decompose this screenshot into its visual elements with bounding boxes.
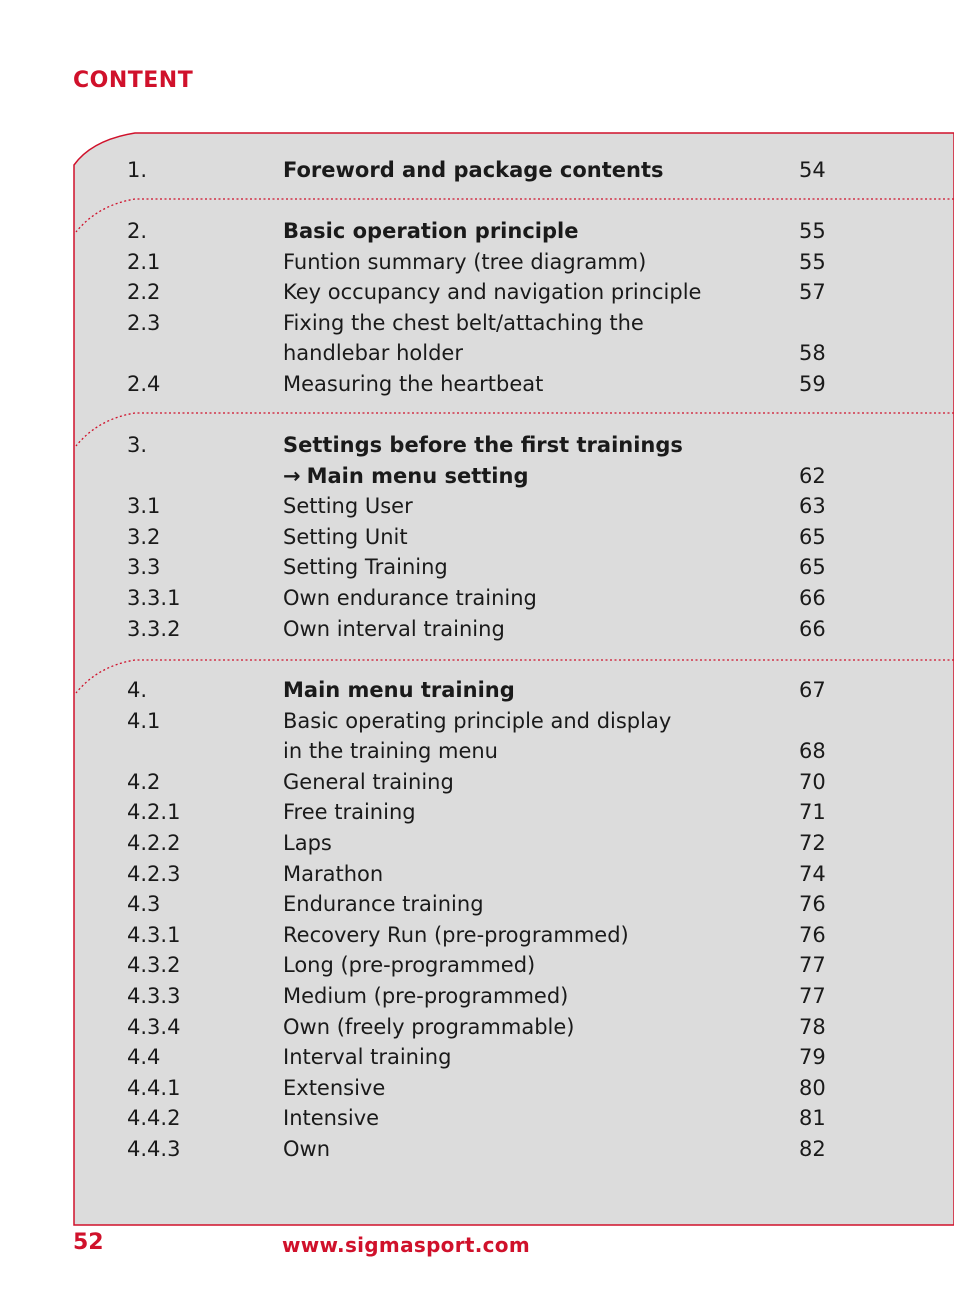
toc-entry-title-text: Endurance training (283, 892, 484, 917)
toc-entry[interactable] (0, 522, 954, 552)
toc-entry-title (283, 369, 543, 399)
toc-entry-title (283, 1134, 330, 1164)
toc-entry-number: 4.1 (127, 708, 161, 733)
toc-entry-number: 2.2 (127, 280, 161, 305)
toc-entry[interactable] (0, 338, 954, 368)
toc-entry[interactable] (0, 767, 954, 797)
toc-entry-title (283, 859, 383, 889)
toc-entry[interactable] (0, 1103, 954, 1133)
toc-entry-title-text: Funtion summary (tree diagramm) (283, 249, 647, 274)
toc-entry[interactable] (0, 706, 954, 736)
toc-entry-page: 59 (799, 372, 826, 396)
toc-entry-number: 3.3.2 (127, 616, 181, 641)
toc-entry-title-text: Own (283, 1137, 331, 1161)
toc-entry-title (283, 706, 671, 736)
toc-entry-title (283, 308, 644, 338)
toc-entry-page: 68 (799, 739, 826, 764)
toc-entry-number: 3.3.1 (127, 586, 181, 610)
toc-entry-title-text: Foreword and package contents (283, 158, 664, 182)
toc-entry-title-text: Fixing the chest belt/attaching the (283, 310, 644, 335)
toc-entry-title (283, 767, 454, 797)
toc-entry-page: 77 (799, 953, 826, 978)
toc-entry-number: 2.4 (127, 372, 161, 396)
toc-entry-number: 4.3.1 (127, 922, 181, 947)
toc-entry-title (283, 797, 416, 827)
toc-entry-title (283, 828, 332, 858)
toc-entry-number: 2.3 (127, 310, 161, 335)
toc-entry-number: 4. (127, 678, 148, 702)
toc-entry-number: 3.1 (127, 494, 161, 519)
toc-entry-title-text: Main menu setting (306, 463, 529, 488)
toc-entry-number: 4.4.1 (127, 1075, 181, 1100)
toc-entry-page: 80 (799, 1075, 826, 1100)
toc-entry[interactable] (0, 675, 954, 705)
toc-entry[interactable] (0, 797, 954, 827)
toc-entry[interactable] (0, 247, 954, 277)
page-heading: CONTENT (73, 68, 194, 93)
toc-entry[interactable] (0, 583, 954, 613)
toc-entry-title-text: handlebar holder (283, 341, 463, 366)
toc-entry-number: 3.3 (127, 555, 161, 580)
toc-entry-title (283, 920, 629, 950)
toc-entry-title (283, 247, 646, 277)
toc-entry-title-text: Setting Training (283, 555, 448, 580)
toc-entry-title (283, 583, 537, 613)
toc-entry-title-text: Laps (283, 831, 332, 855)
toc-entry-title-text: Recovery Run (pre-programmed) (283, 922, 629, 947)
toc-entry-title-text: Basic operation principle (283, 219, 579, 243)
toc-entry-title (283, 1073, 385, 1103)
toc-entry[interactable] (0, 1042, 954, 1072)
page-number: 52 (73, 1230, 104, 1255)
toc-entry-page: 55 (799, 249, 826, 274)
toc-entry-title-text: Main menu training (283, 678, 515, 702)
toc-entry-number: 3.2 (127, 524, 161, 549)
toc-entry-title-text: Setting Unit (283, 524, 408, 549)
toc-entry-page: 81 (799, 1106, 826, 1131)
toc-entry-page: 71 (799, 800, 826, 825)
toc-entry-title-text: Intensive (283, 1106, 380, 1131)
toc-entry-number: 4.2 (127, 769, 161, 794)
toc-entry-page: 74 (799, 861, 826, 886)
toc-entry-title-text: Extensive (283, 1075, 386, 1100)
toc-entry[interactable] (0, 614, 954, 644)
toc-entry-title-text: Setting User (283, 494, 413, 519)
toc-entry-title-text: Medium (pre-programmed) (283, 984, 569, 1008)
toc-entry-page: 58 (799, 341, 826, 366)
toc-entry-title-text: Basic operating principle and display (283, 708, 672, 733)
toc-entry-page: 76 (799, 892, 826, 917)
toc-entry[interactable] (0, 1073, 954, 1103)
toc-entry-page: 82 (799, 1137, 826, 1161)
toc-entry-page: 57 (799, 280, 826, 305)
toc-entry-page: 54 (799, 158, 826, 182)
toc-entry-title-text: Key occupancy and navigation principle (283, 280, 702, 305)
toc-entry-number: 3. (127, 433, 148, 457)
toc-entry[interactable] (0, 950, 954, 980)
toc-entry[interactable] (0, 1012, 954, 1042)
toc-entry-title-text: Own interval training (283, 616, 505, 641)
toc-entry-title (283, 675, 515, 705)
toc-entry-number: 4.3.3 (127, 984, 181, 1008)
toc-entry-page: 67 (799, 678, 826, 702)
toc-entry[interactable] (0, 277, 954, 307)
toc-entry-title (283, 889, 484, 919)
toc-entry-page: 63 (799, 494, 826, 519)
toc-entry-title-text: Own (freely programmable) (283, 1014, 575, 1039)
toc-entry-title-text: General training (283, 769, 454, 794)
toc-entry-page: 66 (799, 616, 826, 641)
toc-entry-number: 4.4.3 (127, 1137, 181, 1161)
toc-entry-number: 4.2.2 (127, 831, 181, 855)
toc-entry[interactable] (0, 216, 954, 246)
toc-entry-number: 4.3.4 (127, 1014, 181, 1039)
toc-entry-page: 76 (799, 922, 826, 947)
toc-entry-title (283, 1042, 451, 1072)
toc-entry-title (283, 552, 448, 582)
toc-entry-title (283, 216, 578, 246)
toc-entry-page: 79 (799, 1045, 826, 1070)
toc-entry-number: 4.4 (127, 1045, 161, 1070)
toc-entry-page: 72 (799, 831, 826, 855)
toc-entry-title (283, 1012, 574, 1042)
toc-entry-title (283, 491, 413, 521)
toc-entry-title (283, 277, 701, 307)
toc-entry[interactable] (0, 430, 954, 460)
toc-entry-title (283, 614, 505, 644)
toc-entry[interactable] (0, 308, 954, 338)
toc-entry-title (283, 430, 683, 460)
toc-entry-title-text: Interval training (283, 1045, 452, 1070)
toc-entry-title (283, 1103, 379, 1133)
toc-entry-number: 4.3 (127, 892, 161, 917)
toc-entry[interactable] (0, 736, 954, 766)
toc-entry-title-text: Free training (283, 800, 416, 825)
toc-entry[interactable] (0, 552, 954, 582)
toc-entry-title (283, 522, 408, 552)
toc-entry-title (283, 950, 535, 980)
toc-entry-title-text: Marathon (283, 861, 384, 886)
footer-url[interactable]: www.sigmasport.com (282, 1233, 530, 1257)
toc-entry[interactable] (0, 491, 954, 521)
toc-entry-page: 65 (799, 524, 826, 549)
toc-entry[interactable] (0, 1134, 954, 1164)
toc-entry-page: 55 (799, 219, 826, 243)
toc-entry[interactable] (0, 859, 954, 889)
toc-entry-page: 65 (799, 555, 826, 580)
toc-entry-title-text: in the training menu (283, 739, 498, 764)
toc-entry[interactable] (0, 461, 954, 491)
toc-entry-page: 78 (799, 1014, 826, 1039)
toc-entry-number: 4.2.1 (127, 800, 181, 825)
toc-entry-number: 4.3.2 (127, 953, 181, 978)
toc-entry-number: 2. (127, 219, 148, 243)
arrow-right-icon: → (283, 463, 301, 488)
toc-entry[interactable] (0, 369, 954, 399)
toc-entry[interactable] (0, 828, 954, 858)
toc-entry-number: 2.1 (127, 249, 161, 274)
toc-entry-title-text: Settings before the first trainings (283, 433, 683, 457)
toc-entry-title (283, 981, 568, 1011)
toc-entry[interactable] (0, 981, 954, 1011)
toc-entry[interactable] (0, 889, 954, 919)
toc-entry-page: 70 (799, 769, 826, 794)
toc-entry-page: 77 (799, 984, 826, 1008)
toc-entry-number: 1. (127, 158, 148, 182)
toc-entry[interactable] (0, 920, 954, 950)
toc-entry-number: 4.4.2 (127, 1106, 181, 1131)
toc-entry-title (283, 461, 528, 491)
toc-entry[interactable] (0, 155, 954, 185)
toc-entry-title (283, 338, 463, 368)
toc-entry-number: 4.2.3 (127, 861, 181, 886)
toc-entry-page: 62 (799, 463, 826, 488)
toc-entry-page: 66 (799, 586, 826, 610)
toc-entry-title-text: Own endurance training (283, 586, 537, 610)
toc-entry-title-text: Long (pre-programmed) (283, 953, 536, 978)
toc-entry-title (283, 155, 663, 185)
toc-entry-title-text: Measuring the heartbeat (283, 372, 544, 396)
toc-entry-title (283, 736, 498, 766)
